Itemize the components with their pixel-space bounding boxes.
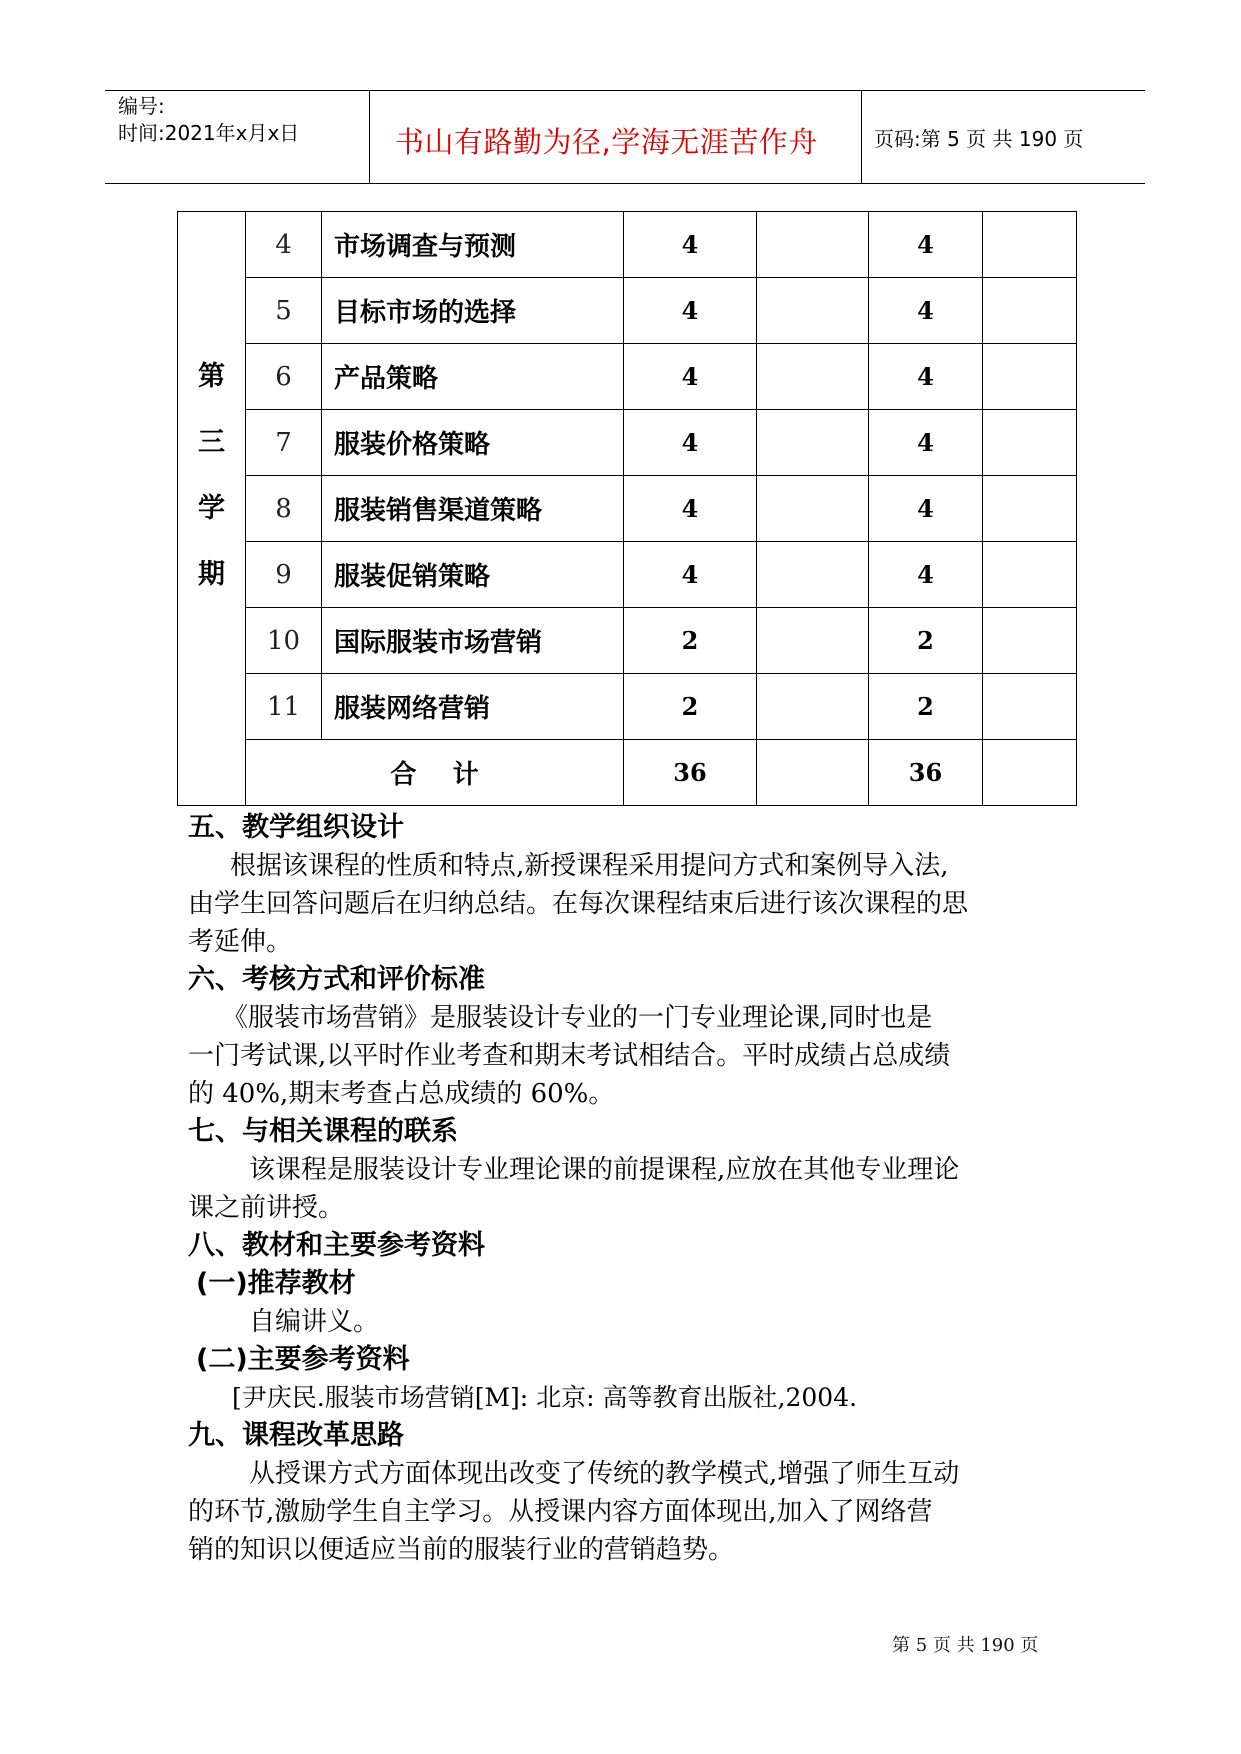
header-top-rule bbox=[105, 90, 1145, 91]
table-row bbox=[178, 344, 1077, 410]
header-number-label: 编号: bbox=[118, 94, 165, 118]
total-hours-d bbox=[983, 740, 1077, 806]
table-row bbox=[178, 674, 1077, 740]
term-char: 学 bbox=[198, 492, 225, 524]
row-title: 服装促销策略 bbox=[322, 542, 624, 608]
row-hours-a: 4 bbox=[624, 410, 757, 476]
row-hours-b bbox=[757, 410, 869, 476]
total-hours-c: 36 bbox=[869, 740, 983, 806]
row-number: 7 bbox=[246, 410, 322, 476]
row-hours-d bbox=[983, 608, 1077, 674]
section-7-line: 课之前讲授。 bbox=[188, 1193, 345, 1223]
section-5-heading: 五、教学组织设计 bbox=[188, 812, 404, 843]
row-hours-a: 4 bbox=[624, 476, 757, 542]
section-8-line: 自编讲义。 bbox=[249, 1307, 380, 1337]
row-hours-b bbox=[757, 608, 869, 674]
row-hours-b bbox=[757, 542, 869, 608]
row-hours-c: 4 bbox=[869, 410, 983, 476]
row-hours-d bbox=[983, 212, 1077, 278]
row-title: 目标市场的选择 bbox=[322, 278, 624, 344]
total-hours-b bbox=[757, 740, 869, 806]
row-hours-d bbox=[983, 476, 1077, 542]
row-hours-a: 2 bbox=[624, 674, 757, 740]
row-hours-b bbox=[757, 278, 869, 344]
section-9-line: 的环节,激励学生自主学习。从授课内容方面体现出,加入了网络营 bbox=[188, 1497, 933, 1527]
term-char: 三 bbox=[198, 426, 225, 458]
row-hours-b bbox=[757, 212, 869, 278]
row-hours-a: 4 bbox=[624, 542, 757, 608]
row-number: 5 bbox=[246, 278, 322, 344]
header-divider-left bbox=[369, 90, 370, 183]
section-6-line: 《服装市场营销》是服装设计专业的一门专业理论课,同时也是 bbox=[222, 1003, 933, 1033]
section-8-subheading-2: (二)主要参考资料 bbox=[196, 1344, 410, 1375]
table-row bbox=[178, 410, 1077, 476]
row-hours-a: 4 bbox=[624, 344, 757, 410]
row-hours-c: 2 bbox=[869, 608, 983, 674]
section-8-heading: 八、教材和主要参考资料 bbox=[188, 1230, 485, 1261]
row-hours-c: 4 bbox=[869, 476, 983, 542]
header-time-label: 时间:2021年x月x日 bbox=[118, 121, 300, 145]
header-motto: 书山有路勤为径,学海无涯苦作舟 bbox=[395, 125, 818, 159]
row-hours-a: 4 bbox=[624, 212, 757, 278]
row-number: 10 bbox=[246, 608, 322, 674]
term-char: 期 bbox=[198, 558, 225, 590]
table-row bbox=[178, 542, 1077, 608]
row-hours-d bbox=[983, 410, 1077, 476]
term-label-cell bbox=[178, 212, 246, 806]
table-row bbox=[178, 608, 1077, 674]
section-7-heading: 七、与相关课程的联系 bbox=[188, 1116, 458, 1147]
row-title: 服装网络营销 bbox=[322, 674, 624, 740]
row-number: 6 bbox=[246, 344, 322, 410]
table-total-row bbox=[178, 740, 1077, 806]
row-hours-c: 4 bbox=[869, 344, 983, 410]
header-bottom-rule bbox=[105, 183, 1145, 184]
row-hours-d bbox=[983, 674, 1077, 740]
section-5-line: 由学生回答问题后在归纳总结。在每次课程结束后进行该次课程的思 bbox=[188, 889, 969, 919]
section-7-line: 该课程是服装设计专业理论课的前提课程,应放在其他专业理论 bbox=[249, 1155, 960, 1185]
section-8-subheading-1: (一)推荐教材 bbox=[196, 1268, 356, 1299]
section-6-heading: 六、考核方式和评价标准 bbox=[188, 964, 485, 995]
section-6-line: 的 40%,期末考查占总成绩的 60%。 bbox=[188, 1079, 615, 1109]
course-hours-table bbox=[177, 211, 1077, 806]
row-hours-c: 4 bbox=[869, 542, 983, 608]
table-row bbox=[178, 476, 1077, 542]
row-hours-b bbox=[757, 344, 869, 410]
section-8-reference: [尹庆民.服装市场营销[M]: 北京: 高等教育出版社,2004. bbox=[232, 1383, 858, 1412]
header-divider-right bbox=[861, 90, 862, 183]
row-number: 11 bbox=[246, 674, 322, 740]
section-9-heading: 九、课程改革思路 bbox=[188, 1420, 404, 1451]
row-hours-c: 2 bbox=[869, 674, 983, 740]
row-number: 8 bbox=[246, 476, 322, 542]
section-6-line: 一门考试课,以平时作业考查和期末考试相结合。平时成绩占总成绩 bbox=[188, 1041, 951, 1071]
row-number: 9 bbox=[246, 542, 322, 608]
table-row bbox=[178, 212, 1077, 278]
row-hours-a: 2 bbox=[624, 608, 757, 674]
section-5-line: 根据该课程的性质和特点,新授课程采用提问方式和案例导入法, bbox=[230, 851, 949, 881]
table-row bbox=[178, 278, 1077, 344]
row-title: 服装价格策略 bbox=[322, 410, 624, 476]
row-title: 产品策略 bbox=[322, 344, 624, 410]
row-hours-b bbox=[757, 674, 869, 740]
row-title: 服装销售渠道策略 bbox=[322, 476, 624, 542]
row-hours-d bbox=[983, 344, 1077, 410]
row-number: 4 bbox=[246, 212, 322, 278]
row-hours-d bbox=[983, 278, 1077, 344]
section-9-line: 销的知识以便适应当前的服装行业的营销趋势。 bbox=[188, 1535, 735, 1565]
section-9-line: 从授课方式方面体现出改变了传统的教学模式,增强了师生互动 bbox=[249, 1459, 960, 1489]
term-char: 第 bbox=[198, 360, 225, 392]
page-footer: 第 5 页 共 190 页 bbox=[892, 1635, 1039, 1656]
row-hours-d bbox=[983, 542, 1077, 608]
total-label: 合 计 bbox=[246, 740, 624, 806]
row-hours-a: 4 bbox=[624, 278, 757, 344]
row-hours-c: 4 bbox=[869, 278, 983, 344]
total-hours-a: 36 bbox=[624, 740, 757, 806]
section-5-line: 考延伸。 bbox=[188, 927, 293, 957]
row-title: 国际服装市场营销 bbox=[322, 608, 624, 674]
row-hours-b bbox=[757, 476, 869, 542]
row-title: 市场调查与预测 bbox=[322, 212, 624, 278]
row-hours-c: 4 bbox=[869, 212, 983, 278]
header-page-info: 页码:第 5 页 共 190 页 bbox=[874, 127, 1084, 151]
